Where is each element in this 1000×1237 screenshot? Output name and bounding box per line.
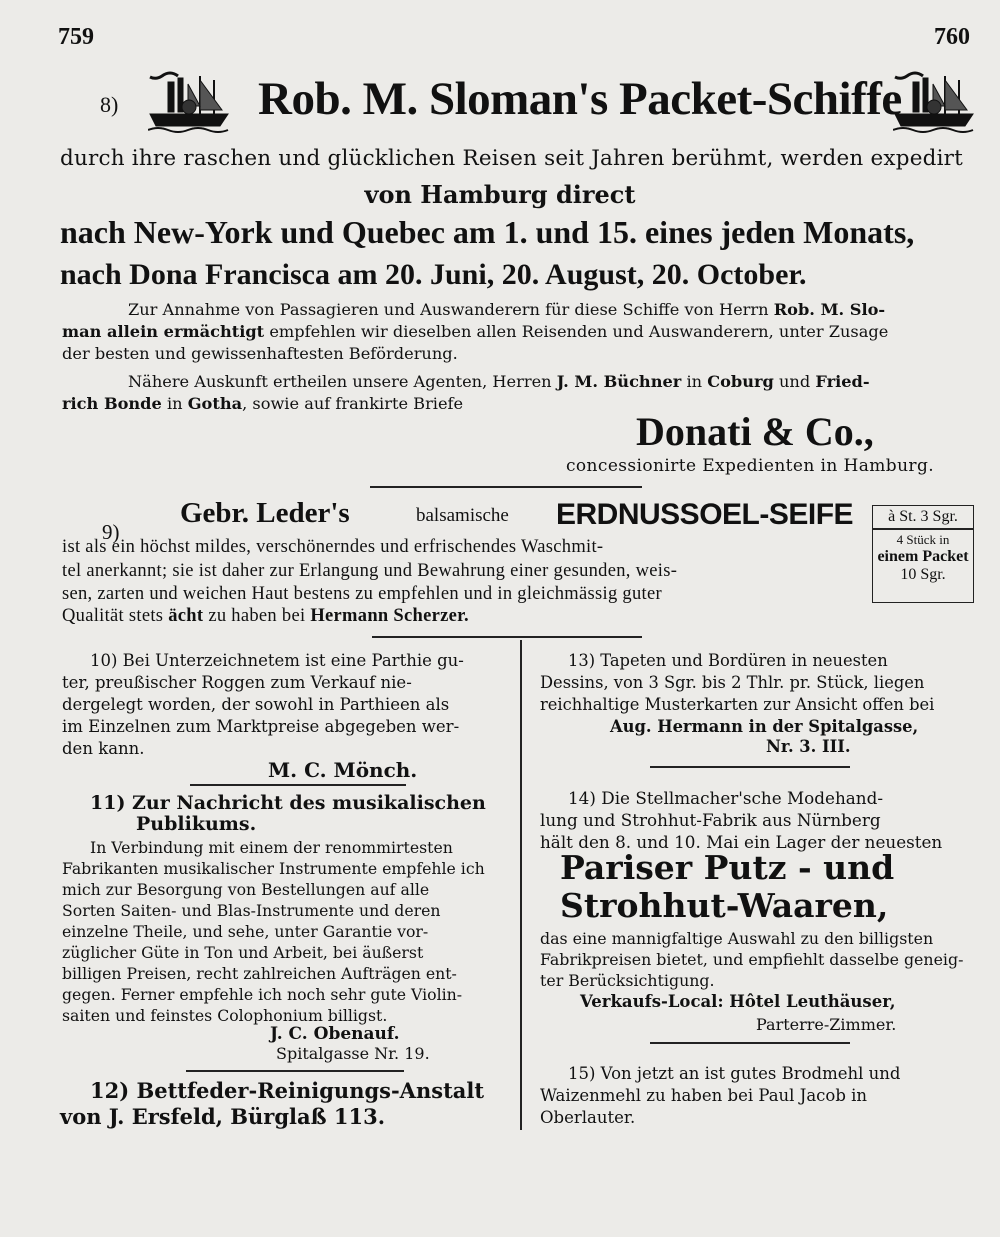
ad9-product: ERDNUSSOEL-SEIFE	[556, 498, 854, 531]
ad13-line1: 13) Tapeten und Bordüren in neuesten	[568, 651, 888, 670]
page-number-left: 759	[58, 24, 94, 50]
ad15-line1: 15) Von jetzt an ist gutes Brodmehl und	[568, 1064, 901, 1083]
ad8-line4: nach Dona Francisca am 20. Juni, 20. August, 20. October.	[60, 258, 807, 291]
ad8-title: Rob. M. Sloman's Packet-Schiffe	[258, 73, 902, 125]
ad9-line1: ist als ein höchst mildes, verschönerndes und erfrischendes Waschmit-	[62, 537, 604, 557]
ad8-firm-sub: concessionirte Expedienten in Hamburg.	[566, 456, 935, 476]
ad9-price-pack-c: 10 Sgr.	[900, 565, 946, 583]
ad9-price-single: à St. 3 Sgr.	[888, 508, 958, 525]
ad10-line4: im Einzelnen zum Marktpreise abgegeben wer-	[62, 717, 460, 736]
ad12-line1: 12) Bettfeder-Reinigungs-Anstalt	[90, 1078, 485, 1103]
ad8-line1: durch ihre raschen und glücklichen Reisen seit Jahren berühmt, werden expedirt	[60, 146, 963, 171]
ad11-line3: mich zur Besorgung von Bestellungen auf alle	[62, 880, 430, 899]
ad11-line7: billigen Preisen, recht zahlreichen Aufträgen ent-	[62, 964, 457, 983]
ad9-line2: tel anerkannt; sie ist daher zur Erlangung und Bewahrung einer gesunden, weis-	[62, 561, 678, 581]
ad14-headline2: Strohhut-Waaren,	[560, 886, 889, 925]
divider	[190, 784, 406, 786]
divider	[372, 636, 642, 638]
ad10-line1: 10) Bei Unterzeichnetem ist eine Parthie gu-	[90, 651, 464, 670]
column-divider	[520, 640, 522, 1130]
ad11-line5: einzelne Theile, und sehe, unter Garantie vor-	[62, 922, 429, 941]
ad10-line3: dergelegt worden, der sowohl in Parthieen als	[62, 695, 450, 714]
ad11-line2: Fabrikanten musikalischer Instrumente empfehle ich	[62, 859, 485, 878]
ad9-price-box	[872, 505, 974, 603]
ad15-line2: Waizenmehl zu haben bei Paul Jacob in	[540, 1086, 868, 1105]
ad9-price-pack-a: 4 Stück in	[896, 531, 950, 547]
ad11-signature: J. C. Obenauf.	[270, 1024, 400, 1044]
ad9-line3: sen, zarten und weichen Haut bestens zu empfehlen und in gleichmässig guter	[62, 584, 662, 604]
ad14-line1: 14) Die Stellmacher'sche Modehand-	[568, 788, 883, 808]
ad13-line2: Dessins, von 3 Sgr. bis 2 Thlr. pr. Stück, liegen	[540, 673, 925, 692]
ad14-line6: ter Berücksichtigung.	[540, 971, 715, 990]
ad13-line3: reichhaltige Musterkarten zur Ansicht offen bei	[540, 695, 935, 714]
ad11-line4: Sorten Saiten- und Blas-Instrumente und deren	[62, 901, 441, 920]
ad11-heading1: 11) Zur Nachricht des musikalischen	[90, 792, 486, 814]
ad8-line3: nach New-York und Quebec am 1. und 15. eines jeden Monats,	[60, 214, 915, 250]
ad15-line3: Oberlauter.	[540, 1108, 636, 1127]
ad9-mid: balsamische	[416, 505, 509, 526]
ad8-para2-line2: rich Bonde in Gotha, sowie auf frankirte Briefe	[62, 394, 464, 413]
ad14-headline1: Pariser Putz - und	[560, 848, 895, 887]
ad11-address: Spitalgasse Nr. 19.	[276, 1044, 430, 1063]
ad8-para1-line2: man allein ermächtigt empfehlen wir dieselben allen Reisenden und Auswanderern, unter Zusage	[62, 322, 889, 341]
ad13-line4: Aug. Hermann in der Spitalgasse,	[610, 717, 919, 736]
ad14-line3: hält den 8. und 10. Mai ein Lager der neuesten	[540, 832, 943, 852]
ad14-line4: das eine mannigfaltige Auswahl zu den billigsten	[540, 929, 934, 948]
ad11-line6: züglicher Güte in Ton und Arbeit, bei äußerst	[62, 943, 424, 962]
ad8-firm: Donati & Co.,	[636, 409, 874, 454]
ad8-para1-line3: der besten und gewissenhaftesten Beförderung.	[62, 344, 458, 363]
ad12-line2: von J. Ersfeld, Bürglaß 113.	[60, 1104, 386, 1129]
steamship-icon	[893, 70, 975, 136]
ad10-signature: M. C. Mönch.	[268, 758, 418, 782]
ad13-line5: Nr. 3. III.	[766, 737, 851, 756]
ad11-line1: In Verbindung mit einem der renommirtesten	[90, 838, 453, 857]
steamship-icon	[148, 70, 230, 136]
ad9-line4: Qualität stets ächt zu haben bei Hermann Scherzer.	[62, 606, 469, 626]
ad14-line8: Parterre-Zimmer.	[756, 1015, 897, 1034]
ad9-price-pack-b: einem Packet	[877, 547, 969, 565]
ad10-line2: ter, preußischer Roggen zum Verkauf nie-	[62, 673, 412, 692]
divider	[650, 766, 850, 768]
page-number-right: 760	[934, 24, 970, 50]
divider	[186, 1070, 404, 1072]
ad8-line2: von Hamburg direct	[364, 180, 636, 209]
ad11-line8: gegen. Ferner empfehle ich noch sehr gute Violin-	[62, 985, 463, 1004]
ad14-line7: Verkaufs-Local: Hôtel Leuthäuser,	[580, 992, 896, 1011]
divider	[650, 1042, 850, 1044]
ad14-line2: lung und Strohhut-Fabrik aus Nürnberg	[540, 810, 881, 830]
ad10-line5: den kann.	[62, 739, 145, 758]
ad11-line9: saiten und feinstes Colophonium billigst.	[62, 1006, 388, 1025]
ad9-brand: Gebr. Leder's	[180, 497, 350, 529]
ad8-para2-line1: Nähere Auskunft ertheilen unsere Agenten, Herren J. M. Büchner in Coburg und Fried-	[128, 372, 870, 391]
ad8-para1-line1: Zur Annahme von Passagieren und Auswanderern für diese Schiffe von Herrn Rob. M. Slo-	[128, 300, 886, 319]
ad11-heading2: Publikums.	[136, 813, 257, 835]
ad14-line5: Fabrikpreisen bietet, und empfiehlt dasselbe geneig-	[540, 950, 964, 969]
divider	[370, 486, 642, 488]
ad8-number: 8)	[100, 92, 119, 117]
price-box-divider	[873, 528, 973, 530]
ad9-number: 9)	[102, 520, 120, 544]
